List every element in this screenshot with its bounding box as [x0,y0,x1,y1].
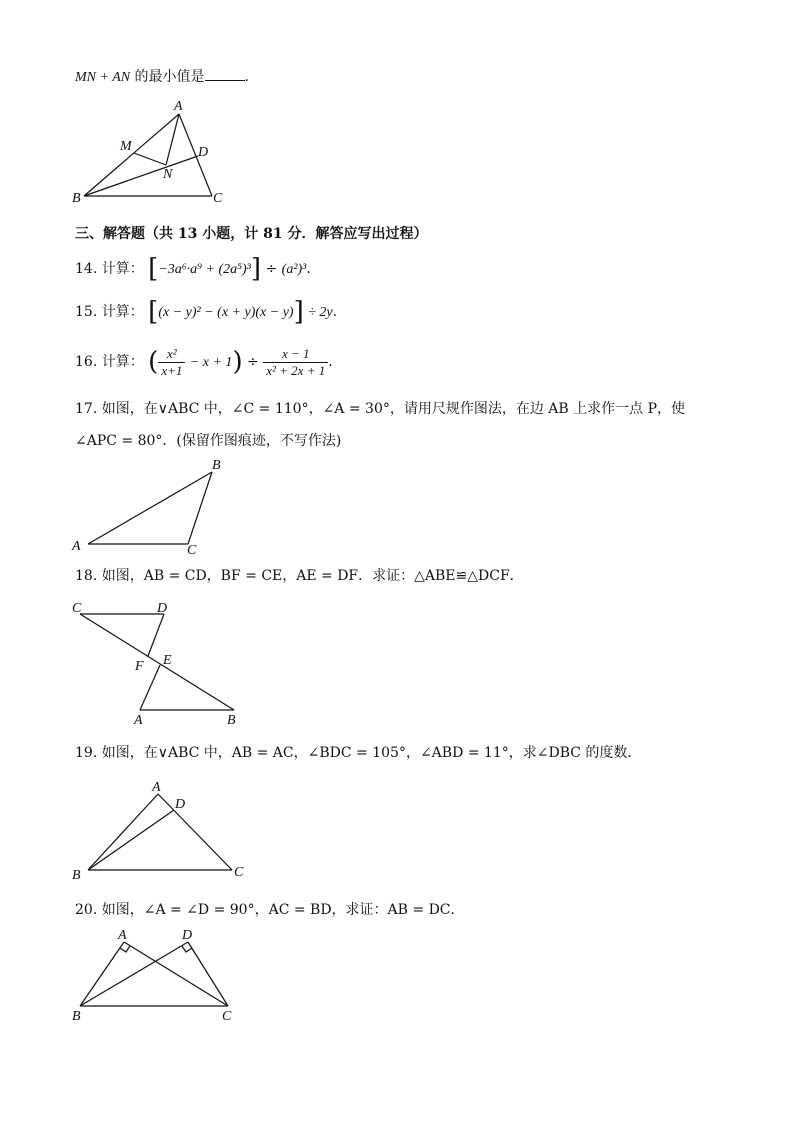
segment-AB [88,472,212,544]
q16-f2-den: x² + 2x + 1 [266,362,326,378]
figure-19 [70,778,250,883]
q20-line: 20. 如图，∠A = ∠D = 90°，AC = BD，求证：AB = DC． [75,902,465,918]
label-D: D [182,928,193,943]
label-C: C [187,543,197,558]
segment-AN [166,114,179,165]
label-B: B [72,1009,81,1024]
label-N: N [163,167,173,182]
q14-expr2: (a²)³ [281,262,307,277]
label-B: B [227,713,236,728]
q16-f1-den: x+1 [161,362,183,378]
q16-end: . [328,354,333,370]
section-title: 三、解答题（共 13 小题，计 81 分．解答应写出过程） [75,226,428,242]
label-C: C [222,1009,232,1024]
label-A: A [152,780,161,795]
q14-line [75,254,311,284]
right-angle-mark-A [120,946,130,952]
segment-AC [124,942,228,1006]
figure-20 [70,926,250,1026]
segment-BA [88,794,158,870]
label-A: A [118,928,127,943]
q16-mid: − x + 1 [189,355,233,370]
q17-line1: 17. 如图，在∨ABC 中，∠C = 110°，∠A = 30°，请用尺规作图法，在边 AB 上求作一点 P，使 [75,401,686,417]
segment-BD [88,810,174,870]
segment-DC [188,942,228,1006]
label-B: B [72,191,81,206]
q14-end: . [306,261,311,277]
paren: ) [232,347,243,377]
label-C: C [234,865,244,880]
label-M: M [120,139,132,154]
q13-expr: MN + AN [75,70,131,85]
bracket: [ [148,297,159,327]
segment-CB [80,614,234,710]
label-B: B [212,458,221,473]
segment-DF [148,614,164,656]
label-F: F [135,659,144,674]
q16-frac2 [263,346,328,379]
label-A: A [134,713,143,728]
q13-end: . [244,69,249,85]
bracket: [ [148,254,159,284]
q16-frac1 [158,346,185,379]
q16-f2-num: x − 1 [263,346,328,363]
paren: ( [148,347,159,377]
q13-line [75,68,249,87]
bracket: ] [293,297,304,327]
segment-BC [188,472,212,544]
segment-BA [84,114,179,196]
label-E: E [163,653,172,668]
q15-end: . [332,304,338,320]
q14-num: 14. 计算： [75,261,144,277]
q13-text: 的最小值是 [134,69,205,85]
q15-line [75,297,338,327]
q14-expr: −3a⁶·a⁹ + (2a⁵)³ [158,262,251,277]
q16-div: ÷ [247,354,259,370]
label-C: C [72,601,82,616]
answer-blank[interactable] [205,68,245,81]
q18-line: 18. 如图，AB = CD，BF = CE，AE = DF．求证：△ABE≌△DCF． [75,568,524,584]
label-D: D [157,601,168,616]
label-A: A [72,539,81,554]
segment-AC [158,794,232,870]
q16-num: 16. 计算： [75,354,144,370]
q14-div: ÷ [265,261,278,277]
q16-line [75,344,333,381]
label-D: D [198,145,209,160]
q17-line2: ∠APC = 80°．(保留作图痕迹，不写作法) [75,433,342,449]
q15-tail: ÷ 2y [308,305,333,320]
q19-line: 19. 如图，在∨ABC 中，AB = AC，∠BDC = 105°，∠ABD = 11°，求∠DBC 的度数． [75,745,642,761]
segment-BD [84,156,198,196]
label-D: D [175,797,186,812]
segment-BA [80,942,124,1006]
bracket: ] [250,254,262,284]
figure-17 [70,456,230,556]
segment-MN [134,153,166,165]
figure-13 [70,98,230,208]
q15-expr: (x − y)² − (x + y)(x − y) [158,305,294,320]
segment-BD [80,942,188,1006]
label-C: C [213,191,223,206]
label-B: B [72,868,81,883]
q16-f1-num: x² [158,346,185,363]
q15-num: 15. 计算： [75,304,144,320]
figure-18 [70,598,250,728]
label-A: A [174,99,183,114]
